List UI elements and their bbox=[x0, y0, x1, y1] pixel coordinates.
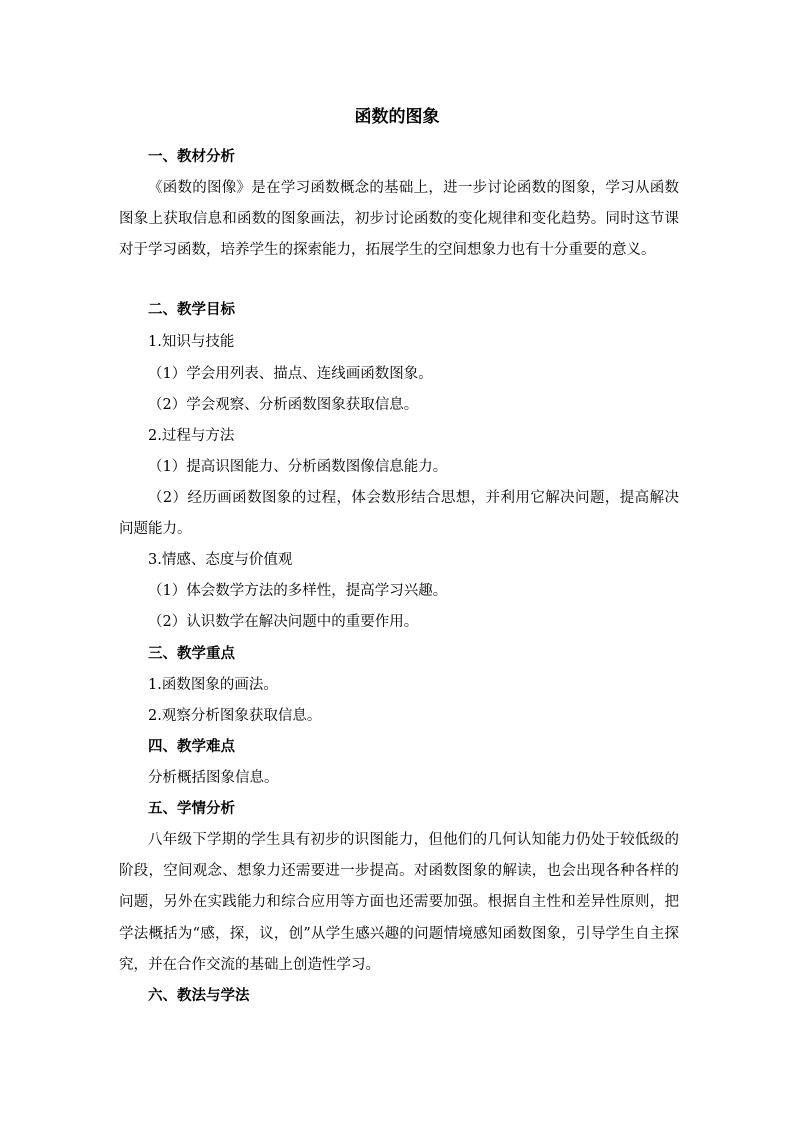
document-title: 函数的图象 bbox=[354, 107, 440, 127]
section-heading-teaching-focus: 三、教学重点 bbox=[148, 645, 235, 662]
list-item: （1）体会数学方法的多样性，提高学习兴趣。 bbox=[148, 583, 448, 599]
section-heading-student-analysis: 五、学情分析 bbox=[148, 800, 235, 817]
subheading-knowledge-skills: 1.知识与技能 bbox=[148, 334, 235, 350]
list-item: （2）认识数学在解决问题中的重要作用。 bbox=[148, 614, 419, 630]
list-item: （2）学会观察、分析函数图象获取信息。 bbox=[148, 397, 419, 413]
section-heading-textbook-analysis: 一、教材分析 bbox=[148, 148, 235, 165]
subheading-emotion-attitude-values: 3.情感、态度与价值观 bbox=[148, 552, 293, 568]
list-item: 2.观察分析图象获取信息。 bbox=[148, 708, 322, 724]
list-item: （2）经历画函数图象的过程，体会数形结合思想，并利用它解决问题，提高解决问题能力。 bbox=[119, 490, 679, 538]
list-item: 1.函数图象的画法。 bbox=[148, 677, 278, 693]
list-item: 分析概括图象信息。 bbox=[148, 770, 279, 786]
paragraph-textbook-analysis: 《函数的图像》是在学习函数概念的基础上，进一步讨论函数的图象，学习从函数图象上获取信息和函数的图象画法，初步讨论函数的变化规律和变化趋势。同时这节课对于学习函数，培养学生的探索能力，拓展学生的空间想象力也有十分重要的意义。 bbox=[119, 180, 679, 259]
list-item: （1）提高识图能力、分析函数图像信息能力。 bbox=[148, 459, 448, 475]
section-heading-teaching-difficulty: 四、教学难点 bbox=[148, 738, 235, 755]
paragraph-student-analysis: 八年级下学期的学生具有初步的识图能力，但他们的几何认知能力仍处于较低级的阶段，空间观念、想象力还需要进一步提高。对函数图象的解读，也会出现各种各样的问题，另外在实践能力和综合应用等方面也还需要加强。根据自主性和差异性原则，把学法概括为“感，探，议，创”从学生感兴趣的问题情境感知函数图象，引导学生自主探究，并在合作交流的基础上创造性学习。 bbox=[119, 832, 679, 973]
section-heading-teaching-learning-methods: 六、教法与学法 bbox=[148, 987, 250, 1004]
subheading-process-methods: 2.过程与方法 bbox=[148, 428, 235, 444]
list-item: （1）学会用列表、描点、连线画函数图象。 bbox=[148, 366, 433, 382]
section-heading-teaching-objectives: 二、教学目标 bbox=[148, 301, 235, 318]
